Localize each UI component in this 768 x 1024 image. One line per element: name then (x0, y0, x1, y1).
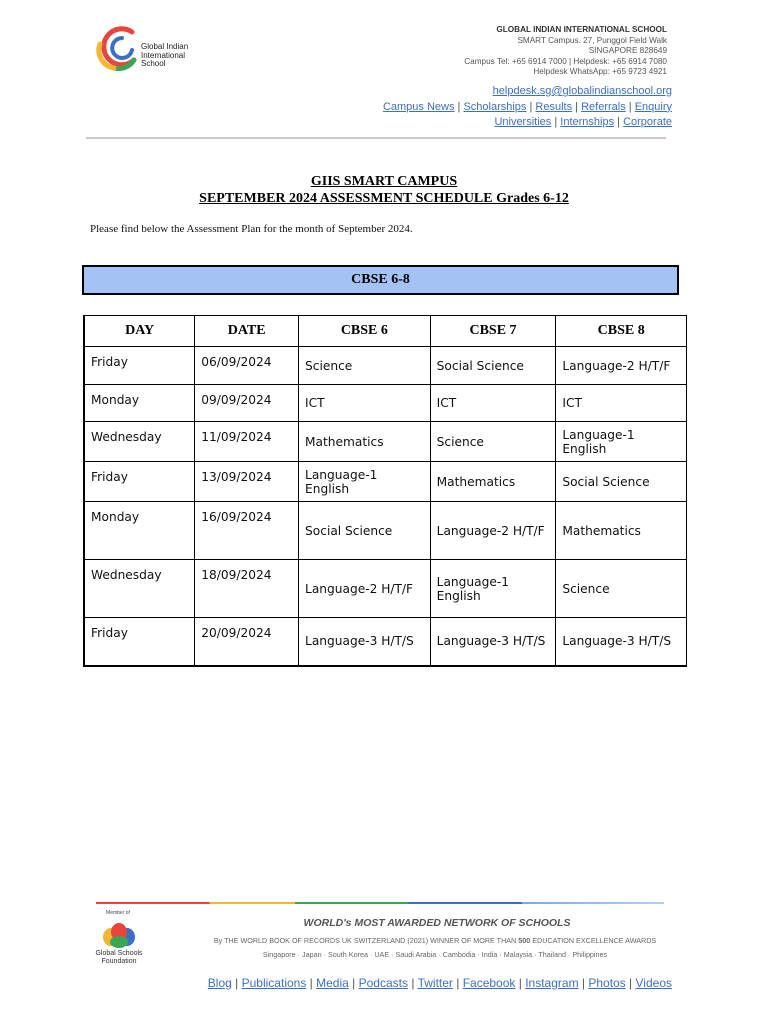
corporate-link[interactable]: Corporate (623, 116, 672, 128)
header-cbse6: CBSE 6 (299, 316, 431, 347)
foundation-name-line: Global Schools (95, 950, 143, 957)
media-link[interactable]: Media (316, 976, 349, 990)
podcasts-link[interactable]: Podcasts (358, 976, 408, 990)
publications-link[interactable]: Publications (241, 976, 307, 990)
cell-date: 16/09/2024 (195, 502, 299, 560)
instagram-link[interactable]: Instagram (525, 976, 579, 990)
cell-cbse8: Social Science (556, 462, 687, 502)
header-date: DATE (195, 316, 299, 347)
photos-link[interactable]: Photos (588, 976, 626, 990)
address-line: SINGAPORE 828649 (588, 46, 667, 55)
petal-green (110, 936, 128, 948)
foundation-name (92, 950, 146, 966)
logo-text-line: School (141, 59, 166, 68)
logo-text-line: International (141, 50, 186, 60)
cell-date: 11/09/2024 (195, 422, 299, 462)
whatsapp-line: Helpdesk WhatsApp: +65 9723 4921 (533, 67, 667, 76)
cell-cbse6: Language-1 English (299, 462, 431, 502)
intro-text: Please find below the Assessment Plan for the month of September 2024. (90, 223, 413, 235)
cell-day: Wednesday (84, 422, 195, 462)
table-row (84, 618, 687, 666)
cell-day: Friday (84, 618, 195, 666)
enquiry-link[interactable]: Enquiry (634, 100, 672, 113)
header-divider (86, 137, 666, 139)
school-contact-block (464, 25, 667, 78)
cell-day: Friday (84, 462, 195, 502)
cell-cbse8: Language-2 H/T/F (556, 347, 687, 385)
videos-link[interactable]: Videos (635, 976, 672, 990)
cell-day: Wednesday (84, 560, 195, 618)
section-banner: CBSE 6-8 (82, 265, 679, 295)
logo-text (141, 43, 188, 69)
twitter-link[interactable]: Twitter (417, 976, 453, 990)
cell-cbse7: ICT (430, 385, 556, 422)
table-row (84, 560, 687, 618)
table-row (84, 462, 687, 502)
cell-cbse8: Science (556, 560, 687, 618)
awards-line-pre: By THE WORLD BOOK OF RECORDS UK SWITZERLAND (2021) WINNER OF MORE THAN (213, 936, 519, 945)
cell-day: Monday (84, 502, 195, 560)
table-row (84, 347, 687, 385)
results-link[interactable]: Results (535, 100, 573, 113)
cell-cbse7: Language-3 H/T/S (430, 618, 556, 666)
document-title (0, 173, 768, 207)
table-row (84, 502, 687, 560)
internships-link[interactable]: Internships (560, 116, 615, 128)
cell-date: 20/09/2024 (195, 618, 299, 666)
cell-cbse6: Mathematics (299, 422, 431, 462)
title-line-1: GIIS SMART CAMPUS (310, 174, 458, 189)
footer-divider (96, 902, 664, 904)
scholarships-link[interactable]: Scholarships (463, 100, 527, 113)
countries-list: Singapore · Japan · South Korea · UAE · Saudi Arabia · Cambodia · India · Malaysia · Thailand · Philippines (262, 950, 608, 959)
cell-cbse7: Language-1 English (430, 560, 556, 618)
awards-line-post: EDUCATION EXCELLENCE AWARDS (530, 936, 657, 945)
awards-title: WORLD's MOST AWARDED NETWORK OF SCHOOLS (303, 917, 571, 929)
cell-day: Monday (84, 385, 195, 422)
campus-news-link[interactable]: Campus News (382, 100, 455, 113)
blog-link[interactable]: Blog (207, 976, 232, 990)
logo-text-line: Global Indian (141, 42, 189, 51)
cell-date: 09/09/2024 (195, 385, 299, 422)
cell-cbse6: Language-2 H/T/F (299, 560, 431, 618)
cell-cbse7: Language-2 H/T/F (430, 502, 556, 560)
cell-cbse7: Science (430, 422, 556, 462)
universities-link[interactable]: Universities (494, 116, 552, 128)
awards-line (190, 936, 680, 945)
address-line: SMART Campus. 27, Punggol Field Walk (517, 35, 667, 45)
cell-cbse6: ICT (299, 385, 431, 422)
foundation-name-line: Foundation (101, 958, 137, 965)
cell-cbse8: Language-3 H/T/S (556, 618, 687, 666)
helpdesk-email-link[interactable]: helpdesk.sg@globalindianschool.org (492, 85, 672, 97)
member-of-label: Member of (106, 910, 130, 916)
cell-cbse8: Language-1 English (556, 422, 687, 462)
facebook-link[interactable]: Facebook (462, 976, 516, 990)
cell-cbse6: Social Science (299, 502, 431, 560)
cell-day: Friday (84, 347, 195, 385)
referrals-link[interactable]: Referrals (581, 100, 626, 113)
cell-cbse6: Science (299, 347, 431, 385)
cell-cbse6: Language-3 H/T/S (299, 618, 431, 666)
title-line-2: SEPTEMBER 2024 ASSESSMENT SCHEDULE Grades 6-12 (199, 191, 569, 206)
table-row (84, 422, 687, 462)
header-cbse7: CBSE 7 (430, 316, 556, 347)
phone-line: Campus Tel: +65 6914 7000 | Helpdesk: +65 6914 7080 (464, 56, 667, 66)
cell-cbse8: ICT (556, 385, 687, 422)
assessment-schedule-table (83, 315, 687, 667)
cell-cbse7: Mathematics (430, 462, 556, 502)
footer-links: Blog | Publications | Media | Podcasts | Twitter | Facebook | Instagram | Photos | Videos (207, 976, 672, 990)
logo-blue-arc (112, 38, 132, 58)
header-day: DAY (84, 316, 195, 347)
school-name: GLOBAL INDIAN INTERNATIONAL SCHOOL (496, 25, 667, 34)
cell-date: 06/09/2024 (195, 347, 299, 385)
header-cbse8: CBSE 8 (556, 316, 687, 347)
cell-date: 18/09/2024 (195, 560, 299, 618)
cell-cbse7: Social Science (430, 347, 556, 385)
cell-cbse8: Mathematics (556, 502, 687, 560)
awards-count: 500 (518, 936, 531, 945)
table-header-row (84, 316, 687, 347)
header-links: helpdesk.sg@globalindianschool.org Campus News | Scholarships | Results | Referrals | Enquiry Universities | Internships | Corporate (382, 85, 672, 128)
table-row (84, 385, 687, 422)
cell-date: 13/09/2024 (195, 462, 299, 502)
